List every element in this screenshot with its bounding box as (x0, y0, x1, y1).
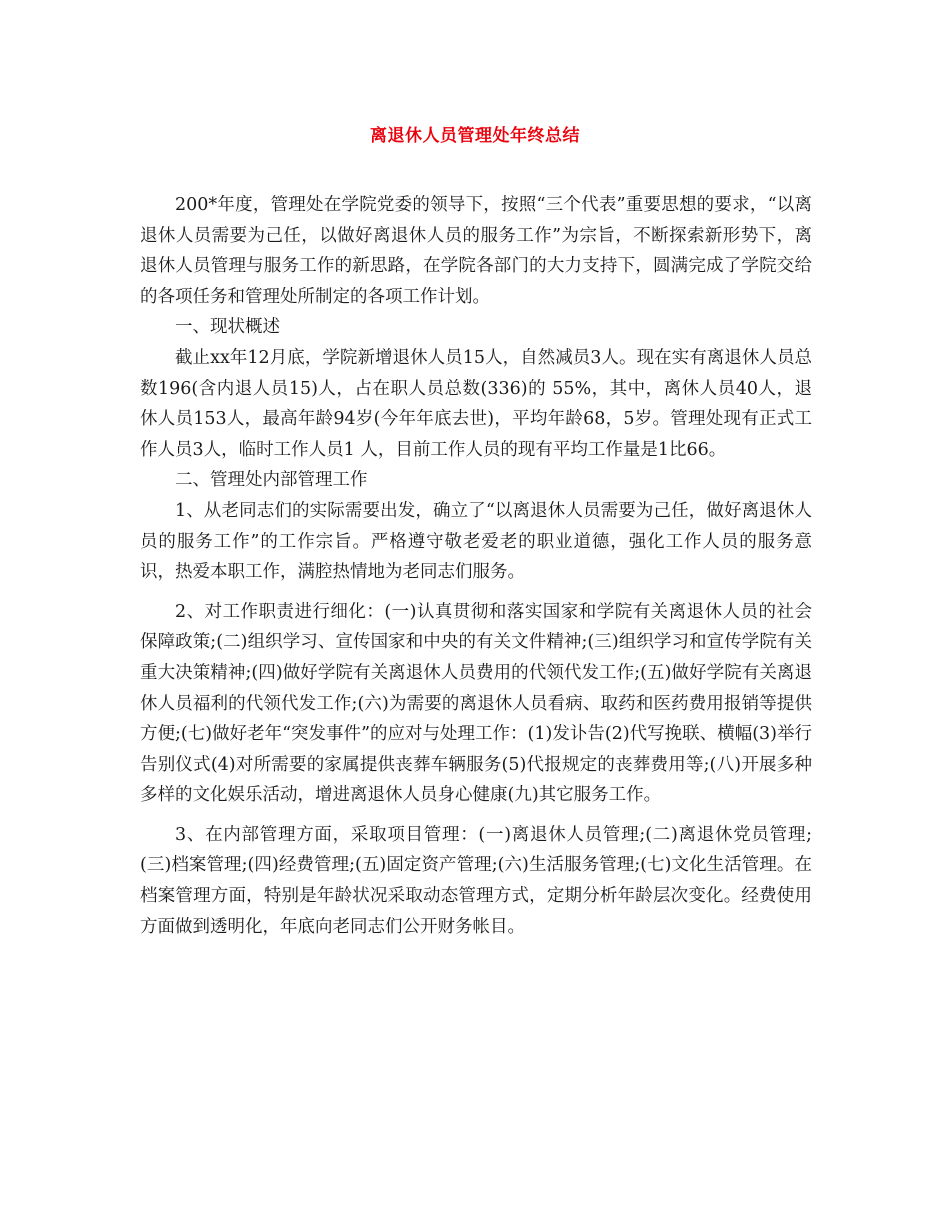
paragraph-item-1: 1、从老同志们的实际需要出发，确立了“以离退休人员需要为己任，做好离退休人员的服务工作”的工作宗旨。严格遵守敬老爱老的职业道德，强化工作人员的服务意识，热爱本职工作，满腔热情地为老同志们服务。 (140, 500, 812, 583)
paragraph-overview: 截止xx年12月底，学院新增退休人员15人，自然减员3人。现在实有离退休人员总数196(含内退人员15)人，占在职人员总数(336)的 55%，其中，离休人员40人，退休人员153人，最高年龄94岁(今年年底去世)，平均年龄68，5岁。管理处现有正式工作人员3人，临时工作人员1 人，目前工作人员的现有平均工作量是1比66。 (140, 347, 812, 460)
paragraph-item-2: 2、对工作职责进行细化：(一)认真贯彻和落实国家和学院有关离退休人员的社会保障政策;(二)组织学习、宣传国家和中央的有关文件精神;(三)组织学习和宣传学院有关重大决策精神;(四)做好学院有关离退休人员费用的代领代发工作;(五)做好学院有关离退休人员福利的代领代发工作;(六)为需要的离退休人员看病、取药和医药费用报销等提供方便;(七)做好老年“突发事件”的应对与处理工作：(1)发讣告(2)代写挽联、横幅(3)举行告别仪式(4)对所需要的家属提供丧葬车辆服务(5)代报规定的丧葬费用等;(八)开展多种多样的文化娱乐活动，增进离退休人员身心健康(九)其它服务工作。 (140, 601, 812, 806)
document-body (140, 190, 812, 942)
paragraph-intro: 200*年度，管理处在学院党委的领导下，按照“三个代表”重要思想的要求，“以离退休人员需要为己任，以做好离退休人员的服务工作”为宗旨，不断探索新形势下，离退休人员管理与服务工作的新思路，在学院各部门的大力支持下，圆满完成了学院交给的各项任务和管理处所制定的各项工作计划。 (140, 195, 812, 307)
paragraph-item-3: 3、在内部管理方面，采取项目管理：(一)离退休人员管理;(二)离退休党员管理;(三)档案管理;(四)经费管理;(五)固定资产管理;(六)生活服务管理;(七)文化生活管理。在档案管理方面，特别是年龄状况采取动态管理方式，定期分析年龄层次变化。经费使用方面做到透明化，年底向老同志们公开财务帐目。 (140, 824, 812, 937)
section-heading-overview: 一、现状概述 (175, 317, 280, 338)
section-heading-internal-management: 二、管理处内部管理工作 (175, 470, 368, 491)
document-title: 离退休人员管理处年终总结 (370, 126, 580, 146)
